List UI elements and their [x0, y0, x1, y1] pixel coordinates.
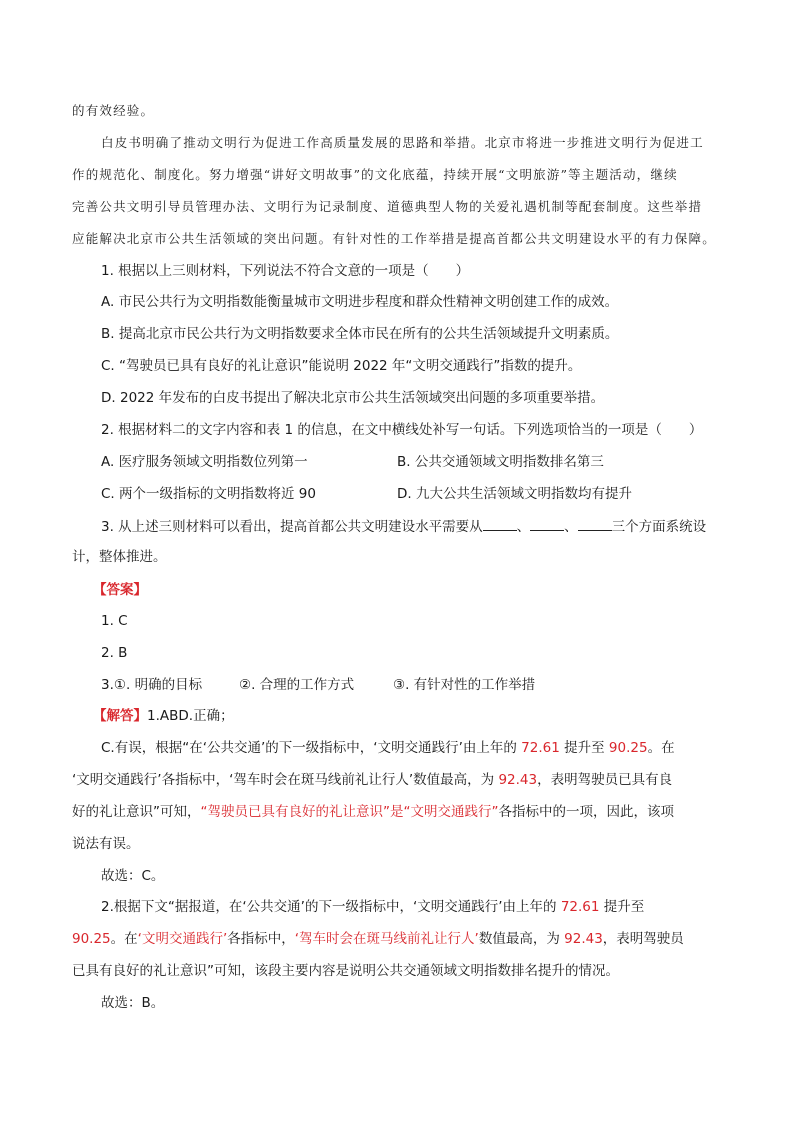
analysis-p2-line-1	[101, 897, 644, 917]
analysis-p1-line-1-text-a: C.有误，根据“在‘公共交通’的下一级指标中，‘文明交通践行’由上年的	[101, 740, 517, 756]
analysis-p1-line-1-text-c: 。在	[647, 740, 675, 756]
analysis-p1-line-2	[72, 770, 672, 790]
q2-option-d: D. 九大公共生活领域文明指数均有提升	[397, 486, 632, 502]
q1-option-a: A. 市民公共行为文明指数能衡量城市文明进步程度和群众性精神文明创建工作的成效。	[101, 294, 619, 310]
answer-3-item-1: 3.①. 明确的目标	[101, 677, 203, 693]
analysis-p2-line-2-text-b: 各指标中，	[227, 931, 295, 947]
analysis-heading-line	[93, 706, 234, 726]
analysis-p1-line-3-text-b: 各指标中的一项，因此，该项	[498, 804, 674, 820]
q3-stem-line-2: 计，整体推进。	[72, 549, 167, 565]
analysis-p2-line-1-text-a: 2.根据下文“据报道，在‘公共交通’的下一级指标中，‘文明交通践行’由上年的	[101, 899, 557, 915]
analysis-p1-number-2: 90.25	[604, 740, 648, 756]
analysis-p2-highlight-2: ‘驾车时会在斑马线前礼让行人’	[294, 931, 479, 947]
analysis-p1-line-2-text-b: ，表明驾驶员已具有良	[537, 772, 673, 788]
analysis-p2-line-3: 已具有良好的礼让意识”可知，该段主要内容是说明公共交通领域文明指数排名提升的情况。	[72, 963, 619, 979]
analysis-p2-line-2	[72, 929, 684, 949]
analysis-p2-number-2: 90.25	[72, 931, 111, 947]
intro-line-2: 作的规范化、制度化。努力增强“讲好文明故事”的文化底蕴，持续开展“文明旅游”等主题活动，继续	[72, 167, 678, 182]
analysis-p2-line-1-text-b: 提升至	[603, 899, 645, 915]
answer-3-item-3: ③. 有针对性的工作举措	[393, 677, 536, 693]
q3-stem-part-a: 3. 从上述三则材料可以看出，提高首都公共文明建设水平需要从	[101, 519, 483, 535]
analysis-p2-number-3: 92.43	[559, 931, 603, 947]
analysis-p2-number-1: 72.61	[556, 899, 604, 915]
q1-stem: 1. 根据以上三则材料，下列说法不符合文意的一项是（ ）	[101, 263, 470, 279]
analysis-p1-number-1: 72.61	[516, 740, 565, 756]
analysis-p1-line-2-text: ‘文明交通践行’各指标中，‘驾车时会在斑马线前礼让行人’数值最高，为	[72, 772, 495, 788]
q3-blank-3[interactable]	[578, 516, 612, 531]
analysis-p2-line-2-text-a: 。在	[110, 931, 138, 947]
analysis-p1-number-3: 92.43	[494, 772, 538, 788]
analysis-p2-choice: 故选：B。	[101, 995, 165, 1011]
q2-option-b: B. 公共交通领域文明指数排名第三	[397, 454, 604, 470]
q2-option-a: A. 医疗服务领域文明指数位列第一	[101, 454, 308, 470]
analysis-p2-line-2-text-c: 数值最高，为	[478, 931, 560, 947]
analysis-p1-line-3-text-a: 好的礼让意识”可知，	[72, 804, 201, 820]
analysis-p1-line-1-text-b: 提升至	[564, 740, 605, 756]
q1-option-d: D. 2022 年发布的白皮书提出了解决北京市公共生活领域突出问题的多项重要举措。	[101, 390, 605, 406]
intro-line-4: 应能解决北京市公共生活领域的突出问题。有针对性的工作举措是提高首都公共文明建设水平的有力保障。	[72, 231, 716, 246]
analysis-heading: 【解答】	[93, 708, 147, 724]
q3-separator-1: 、	[516, 519, 531, 535]
q3-separator-2: 、	[564, 519, 578, 535]
intro-line-3: 完善公共文明引导员管理办法、文明行为记录制度、道德典型人物的关爱礼遇机制等配套制度。这些举措	[72, 199, 703, 214]
analysis-p1-line-4: 说法有误。	[72, 836, 140, 852]
analysis-p1-line-3	[72, 802, 674, 822]
q1-option-c: C. “驾驶员已具有良好的礼让意识”能说明 2022 年“文明交通践行”指数的提升。	[101, 358, 582, 374]
intro-line-0: 的有效经验。	[72, 103, 155, 118]
q3-blank-1[interactable]	[483, 516, 517, 531]
q2-option-c: C. 两个一级指标的文明指数将近 90	[101, 486, 316, 502]
q1-option-b: B. 提高北京市民公共行为文明指数要求全体市民在所有的公共生活领域提升文明素质。	[101, 326, 619, 342]
analysis-p1-line-1	[101, 738, 675, 758]
intro-line-1: 白皮书明确了推动文明行为促进工作高质量发展的思路和举措。北京市将进一步推进文明行为促进工	[101, 135, 704, 150]
analysis-p2-line-2-text-d: ，表明驾驶员	[602, 931, 684, 947]
analysis-p2-highlight-1: ‘文明交通践行’	[137, 931, 228, 947]
analysis-p1-highlight: “驾驶员已具有良好的礼让意识”是“文明交通践行”	[200, 804, 499, 820]
q3-stem-part-b: 三个方面系统设	[611, 519, 707, 535]
analysis-p1-choice: 故选：C。	[101, 868, 165, 884]
analysis-intro: 1.ABD.正确；	[147, 708, 234, 724]
q3-stem	[101, 516, 706, 537]
q3-blank-2[interactable]	[530, 516, 564, 531]
answer-3-item-2: ②. 合理的工作方式	[239, 677, 355, 693]
answer-1: 1. C	[101, 613, 128, 629]
answer-heading: 【答案】	[93, 582, 147, 598]
q2-stem: 2. 根据材料二的文字内容和表 1 的信息，在文中横线处补写一句话。下列选项恰当的一项是（ ）	[101, 422, 703, 438]
answer-2: 2. B	[101, 645, 128, 661]
